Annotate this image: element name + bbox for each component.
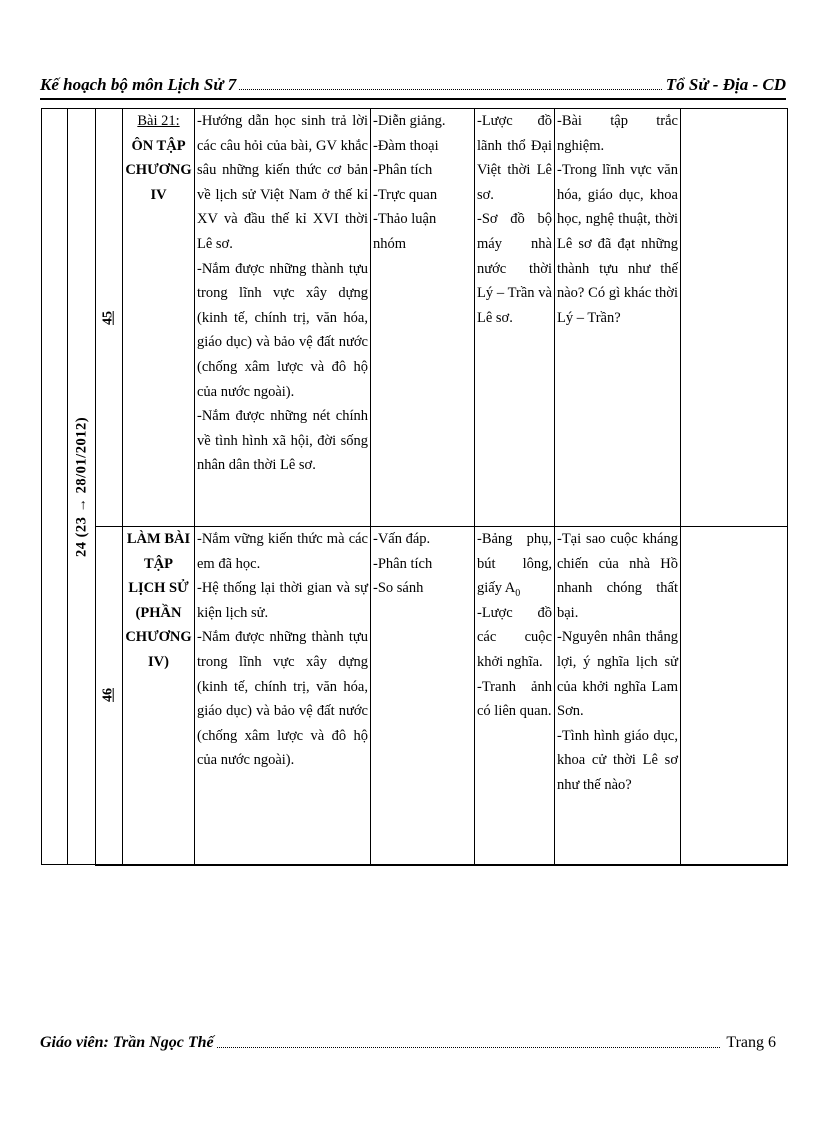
page-header <box>40 74 786 96</box>
material-item: -Lược đồ lãnh thổ Đại Việt thời Lê sơ. <box>477 113 552 203</box>
material-item: -Sơ đồ bộ máy nhà nước thời Lý – Trần và Lê sơ. <box>477 211 552 326</box>
method-item: -Đàm thoại <box>373 137 439 154</box>
objectives-cell <box>195 109 371 527</box>
question-item: -Bài tập trắc nghiệm. <box>557 113 678 154</box>
notes-cell <box>681 109 788 527</box>
methods-cell <box>371 527 475 865</box>
method-item: -Trực quan <box>373 186 438 203</box>
week-label: 24 (23 → 28/01/2012) <box>73 416 90 557</box>
objective-item: -Nắm được những thành tựu trong lĩnh vực xây dựng (kinh tế, chính trị, văn hóa, giáo dục) và bảo vệ đất nước (chống xâm lược và đô hộ của nước ngoài). <box>197 260 368 400</box>
question-item: -Tình hình giáo dục, khoa cử thời Lê sơ như thế nào? <box>557 727 678 793</box>
notes-cell <box>681 527 788 865</box>
objective-item: -Nắm vững kiến thức mà các em đã học. <box>197 531 368 572</box>
table-row <box>42 527 788 865</box>
materials-cell <box>475 527 555 865</box>
header-subject: Kế hoạch bộ môn Lịch Sử 7 <box>40 75 237 94</box>
material-item: -Lược đồ các cuộc khởi nghĩa. <box>477 604 552 670</box>
method-item: -Vấn đáp. <box>373 531 431 547</box>
objectives-cell <box>195 527 371 865</box>
lesson-title: ÔN TẬP CHƯƠNG IV <box>125 137 192 203</box>
objective-item: -Nắm được những thành tựu trong lĩnh vực xây dựng (kinh tế, chính trị, văn hóa, giáo dục) và bảo vệ đất nước (chống xâm lược và đô hộ của nước ngoài). <box>197 629 368 769</box>
materials-cell <box>475 109 555 527</box>
objective-item: -Nắm được những nét chính về tình hình xã hội, đời sống nhân dân thời Lê sơ. <box>197 408 368 474</box>
lesson-number: 45 <box>100 310 116 325</box>
page-number: Trang 6 <box>720 1032 776 1054</box>
questions-cell <box>555 109 681 527</box>
footer-teacher: Giáo viên: Trần Ngọc Thế <box>40 1032 216 1054</box>
lesson-number: 46 <box>100 688 116 703</box>
lesson-title: LÀM BÀI TẬP LỊCH SỬ (PHẦN CHƯƠNG IV) <box>125 531 192 670</box>
questions-cell <box>555 527 681 865</box>
header-department: Tổ Sử - Địa - CD <box>662 74 786 96</box>
lesson-name-cell <box>123 527 195 865</box>
material-item <box>477 527 552 601</box>
page-footer <box>40 1032 776 1056</box>
question-item: -Trong lĩnh vực văn hóa, giáo dục, khoa học, nghệ thuật, thời Lê sơ đã đạt những thành tựu như thế nào? Có gì khác thời Lý – Trần? <box>557 162 678 326</box>
material-subscript: 0 <box>515 588 521 600</box>
material-item: -Tranh ảnh có liên quan. <box>477 678 552 720</box>
lesson-chapter: Bài 21: <box>137 113 180 129</box>
lesson-number-cell <box>96 527 123 865</box>
objective-item: -Hệ thống lại thời gian và sự kiện lịch sử. <box>197 580 368 621</box>
method-item: -Phân tích <box>373 162 433 179</box>
method-item: -Diễn giảng. <box>373 113 446 129</box>
methods-cell <box>371 109 475 527</box>
material-text: -Bảng phụ, bút lông, giấy A <box>477 531 552 597</box>
method-item: -Thảo luận nhóm <box>373 211 437 252</box>
header-rule <box>40 98 786 100</box>
week-cell <box>68 109 96 865</box>
method-item: -So sánh <box>373 580 424 597</box>
lesson-name-cell <box>123 109 195 527</box>
question-item: -Tại sao cuộc kháng chiến của nhà Hồ nhanh chóng thất bại. <box>557 531 678 621</box>
blank-column <box>42 109 68 865</box>
lesson-number-cell <box>96 109 123 527</box>
lesson-plan-table <box>41 108 788 866</box>
table-row <box>42 109 788 527</box>
method-item: -Phân tích <box>373 555 433 572</box>
question-item: -Nguyên nhân thắng lợi, ý nghĩa lịch sử của khởi nghĩa Lam Sơn. <box>557 629 678 720</box>
objective-item: -Hướng dẫn học sinh trả lời các câu hỏi của bài, GV khắc sâu những kiến thức cơ bản về lịch sử Việt Nam ở thế kỉ XV và đầu thế kỉ XVI thời Lê sơ. <box>197 113 368 252</box>
